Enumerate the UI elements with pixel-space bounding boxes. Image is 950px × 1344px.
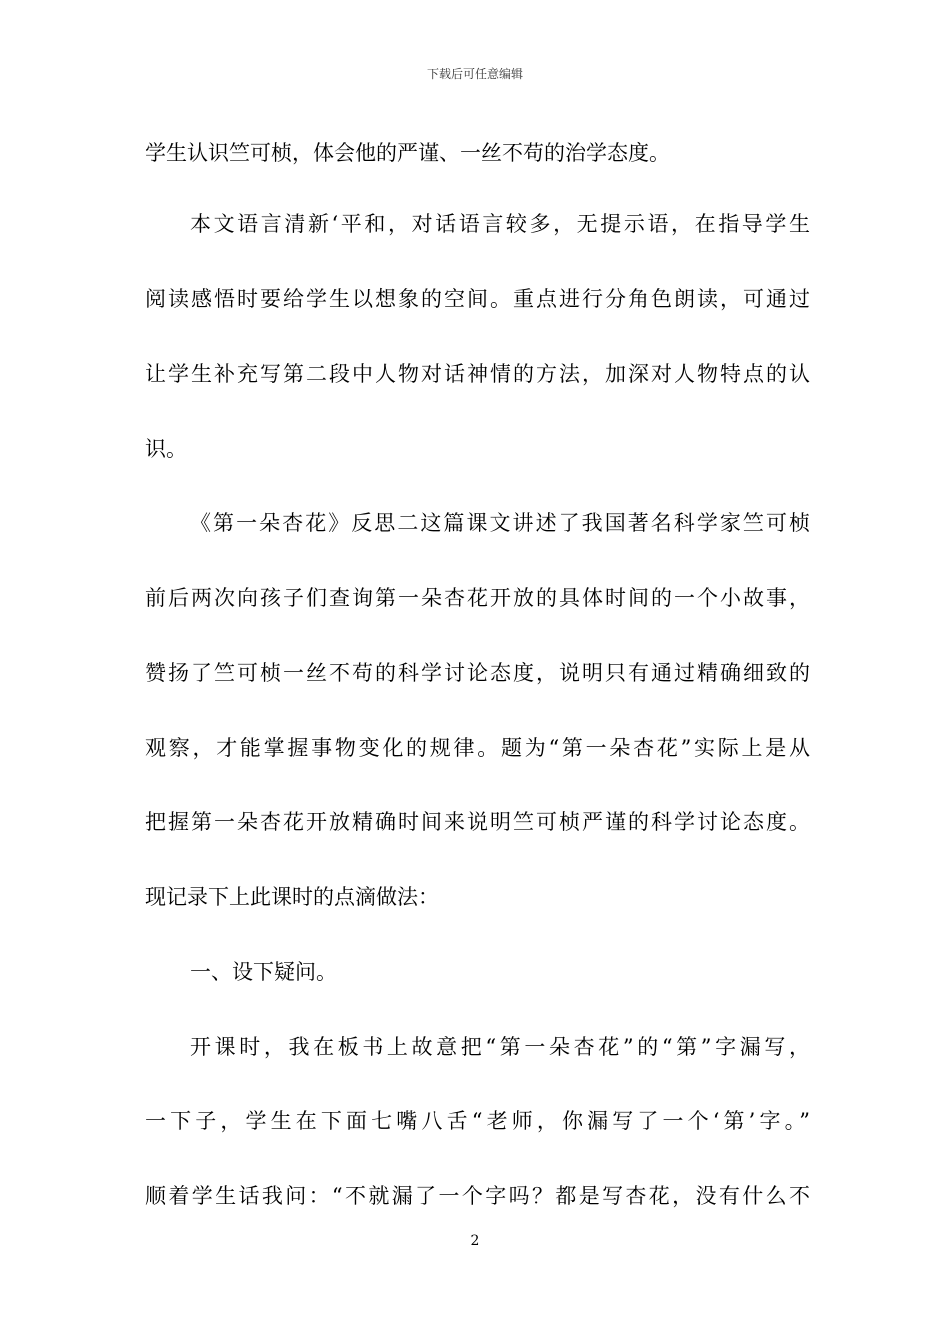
body-line: 顺着学生话我问：“不就漏了一个字吗？都是写杏花，没有什么不 xyxy=(145,1184,810,1208)
body-line: 现记录下上此课时的点滴做法： xyxy=(145,885,439,909)
section-heading: 一、设下疑问。 xyxy=(190,960,337,984)
body-line: 开课时，我在板书上故意把“第一朵杏花”的“第”字漏写， xyxy=(190,1035,810,1059)
body-line: 《第一朵杏花》反思二这篇课文讲述了我国著名科学家竺可桢 xyxy=(190,511,810,535)
body-line: 观察，才能掌握事物变化的规律。题为“第一朵杏花”实际上是从 xyxy=(145,736,810,760)
body-line: 阅读感悟时要给学生以想象的空间。重点进行分角色朗读，可通过 xyxy=(145,287,810,311)
body-line: 一下子，学生在下面七嘴八舌“老师，你漏写了一个‘第’字。” xyxy=(145,1109,810,1133)
body-line: 把握第一朵杏花开放精确时间来说明竺可桢严谨的科学讨论态度。 xyxy=(145,810,810,834)
body-line: 本文语言清新‘平和，对话语言较多，无提示语，在指导学生 xyxy=(190,212,810,236)
page-header: 下载后可任意编辑 xyxy=(426,67,523,81)
body-line: 让学生补充写第二段中人物对话神情的方法，加深对人物特点的认 xyxy=(145,362,810,386)
page-number: 2 xyxy=(470,1233,480,1249)
body-line: 赞扬了竺可桢一丝不苟的科学讨论态度，说明只有通过精确细致的 xyxy=(145,661,810,685)
body-line: 学生认识竺可桢，体会他的严谨、一丝不苟的治学态度。 xyxy=(145,141,670,165)
body-line: 识。 xyxy=(145,437,187,461)
body-line: 前后两次向孩子们查询第一朵杏花开放的具体时间的一个小故事， xyxy=(145,586,810,610)
